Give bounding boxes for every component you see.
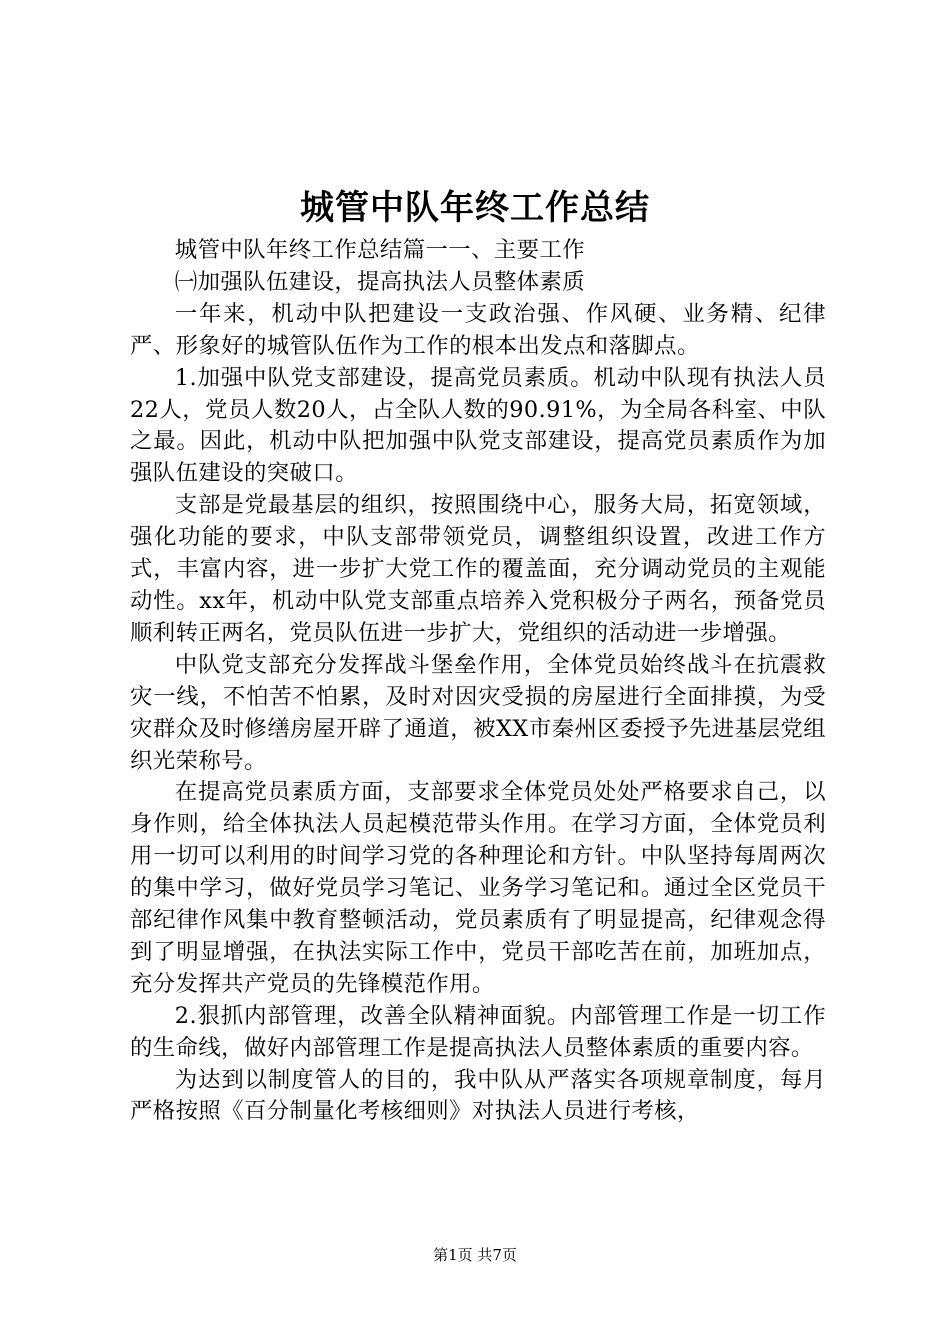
document-body [130, 235, 826, 1128]
paragraph: 城管中队年终工作总结篇一一、主要工作 [174, 237, 586, 263]
paragraph: 在提高党员素质方面，支部要求全体党员处处严格要求自己，以身作则，给全体执法人员起模范带头作用。在学习方面，全体党员利用一切可以利用的时间学习党的各种理论和方针。中队坚持每周两次的集中学习，做好党员学习笔记、业务学习笔记和。通过全区党员干部纪律作风集中教育整顿活动，党员素质有了明显提高，纪律观念得到了明显增强，在执法实际工作中，党员干部吃苦在前，加班加点，充分发挥共产党员的先锋模范作用。 [130, 779, 826, 997]
paragraph: 中队党支部充分发挥战斗堡垒作用，全体党员始终战斗在抗震救灾一线，不怕苦不怕累，及时对因灾受损的房屋进行全面排摸，为受灾群众及时修缮房屋开辟了通道，被XX市秦州区委授予先进基层党组织光荣称号。 [130, 651, 826, 774]
paragraph: 为达到以制度管人的目的，我中队从严落实各项规章制度，每月严格按照《百分制量化考核细则》对执法人员进行考核， [130, 1066, 826, 1125]
paragraph: ㈠加强队伍建设，提高执法人员整体素质 [174, 268, 586, 295]
document-title: 城管中队年终工作总结 [300, 188, 650, 228]
paragraph: 2.狠抓内部管理，改善全队精神面貌。内部管理工作是一切工作的生命线，做好内部管理工作是提高执法人员整体素质的重要内容。 [130, 1002, 826, 1061]
paragraph: 支部是党最基层的组织，按照围绕中心，服务大局，拓宽领域，强化功能的要求，中队支部带领党员，调整组织设置，改进工作方式，丰富内容，进一步扩大党工作的覆盖面，充分调动党员的主观能动性。xx年，机动中队党支部重点培养入党积极分子两名，预备党员顺利转正两名，党员队伍进一步扩大，党组织的活动进一步增强。 [130, 492, 826, 646]
paragraph: 一年来，机动中队把建设一支政治强、作风硬、业务精、纪律严、形象好的城管队伍作为工作的根本出发点和落脚点。 [130, 300, 826, 359]
page-footer: 第1页 共7页 [433, 1246, 517, 1264]
paragraph: 1.加强中队党支部建设，提高党员素质。机动中队现有执法人员22人，党员人数20人，占全队人数的90.91%，为全局各科室、中队之最。因此，机动中队把加强中队党支部建设，提高党员素质作为加强队伍建设的突破口。 [130, 364, 826, 487]
